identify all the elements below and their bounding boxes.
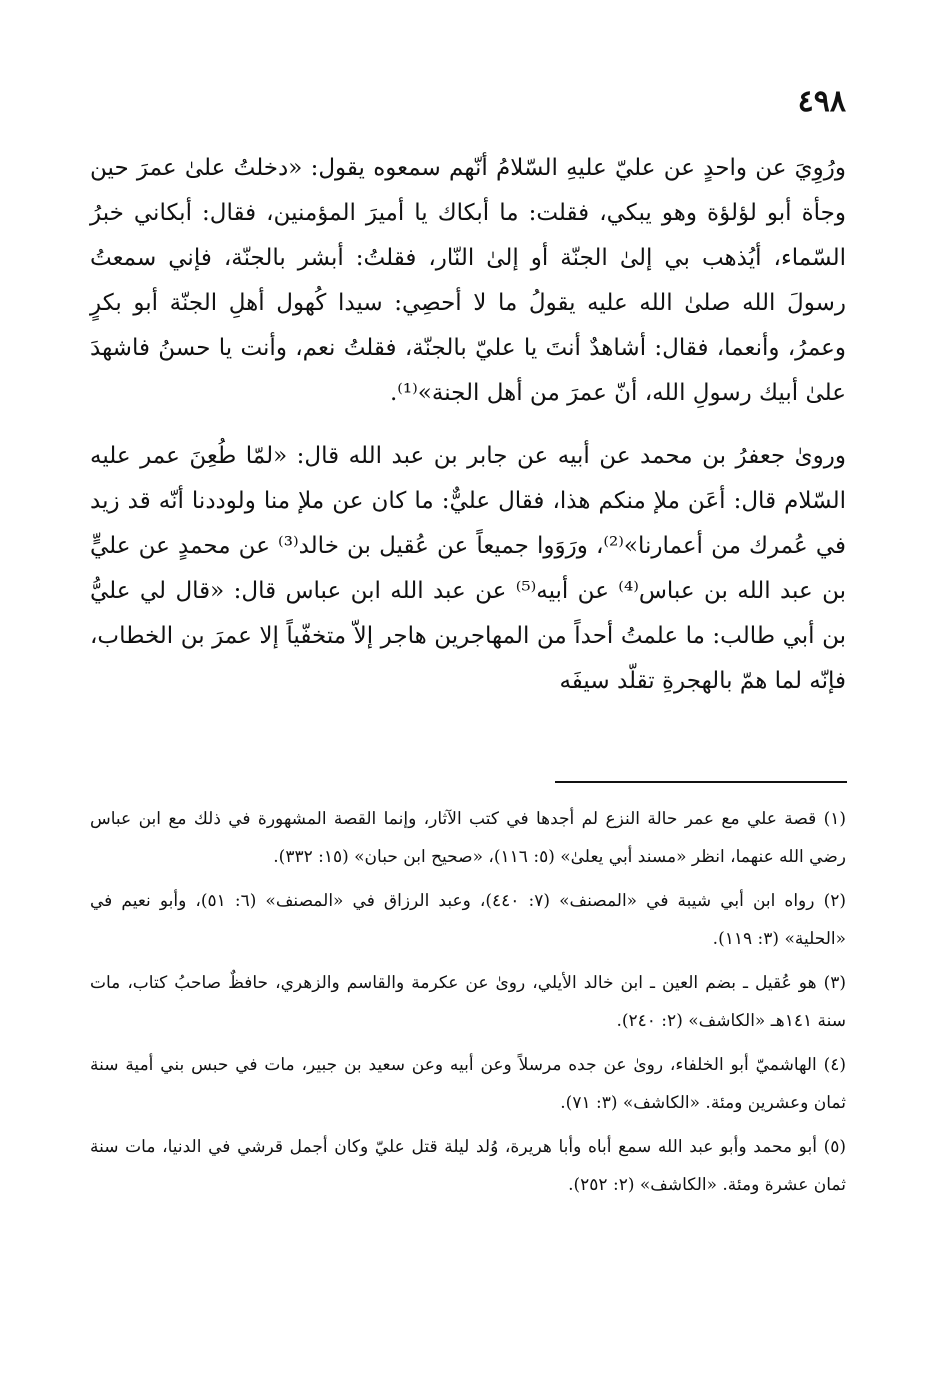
footnote-3: (٣) هو عُقيل ـ بضم العين ـ ابن خالد الأيلي، روىٰ عن عكرمة والقاسم والزهري، حافظٌ صاحبُ كتاب، مات سنة ١٤١هـ «الكاشف» (٢: ٢٤٠).: [90, 973, 846, 1031]
main-text: [90, 146, 846, 704]
footnotes: [90, 800, 846, 1210]
page-number: ٤٩٨: [797, 84, 846, 119]
footnote-1: (١) قصة علي مع عمر حالة النزع لم أجدها في كتب الآثار، وإنما القصة المشهورة في ذلك مع ابن عباس رضي الله عنهما، انظر «مسند أبي يعلىٰ» (٥: ١١٦)، «صحيح ابن حبان» (١٥: ٣٣٢).: [90, 809, 846, 867]
footnote-4: (٤) الهاشميّ أبو الخلفاء، روىٰ عن جده مرسلاً وعن أبيه وعن سعيد بن جبير، مات في حبس بني أمية سنة ثمان وعشرين ومئة. «الكاشف» (٣: ٧١).: [90, 1055, 846, 1113]
paragraph-1: ورُوِيَ عن واحدٍ عن عليّ عليهِ السّلامُ أنّهم سمعوه يقول: «دخلتُ علىٰ عمرَ حين وجأة أبو لؤلؤة وهو يبكي، فقلت: ما أبكاك يا أميرَ المؤمنين، فقال: أبكاني خبرُ السّماء، أيُذهب بي إلىٰ الجنّة أو إلىٰ النّار، فقلتُ: أبشر بالجنّة، فإني سمعتُ رسولَ الله صلىٰ الله عليه يقولُ ما لا أحصِي: سيدا كُهول أهلِ الجنّة أبو بكرٍ وعمرُ، وأنعما، فقال: أشاهدٌ أنتَ يا عليّ بالجنّة، فقلتُ نعم، وأنت يا حسنُ فاشهدَ علىٰ أبيك رسولِ الله، أنّ عمرَ من أهل الجنة»⁽¹⁾.: [90, 155, 847, 406]
footnote-5: (٥) أبو محمد وأبو عبد الله سمع أباه وأبا هريرة، وُلد ليلة قتل عليّ وكان أجمل قرشي في الدنيا، مات سنة ثمان عشرة ومئة. «الكاشف» (٢: ٢٥٢).: [90, 1137, 846, 1195]
footnote-2: (٢) رواه ابن أبي شيبة في «المصنف» (٧: ٤٤٠)، وعبد الرزاق في «المصنف» (٦: ٥١)، وأبو نعيم في «الحلية» (٣: ١١٩).: [90, 891, 846, 949]
paragraph-2: وروىٰ جعفرُ بن محمد عن أبيه عن جابر بن عبد الله قال: «لمّا طُعِنَ عمر عليه السّلام قال: أعَن ملإ منكم هذا، فقال عليٌّ: ما كان عن ملإ منا ولوددنا أنّه قد زيد في عُمرك من أعمارنا»⁽²⁾، ورَوَوا جميعاً عن عُقيل بن خالد⁽³⁾ عن محمدٍ عن عليٍّ بن عبد الله بن عباس⁽⁴⁾ عن أبيه⁽⁵⁾ عن عبد الله ابن عباس قال: «قال لي عليُّ بن أبي طالب: ما علمتُ أحداً من المهاجرين هاجر إلاّ متخفّياً إلا عمرَ بن الخطاب، فإنّه لما همّ بالهجرةِ تقلّد سيفَه: [90, 443, 847, 694]
footnote-divider: [555, 781, 847, 783]
